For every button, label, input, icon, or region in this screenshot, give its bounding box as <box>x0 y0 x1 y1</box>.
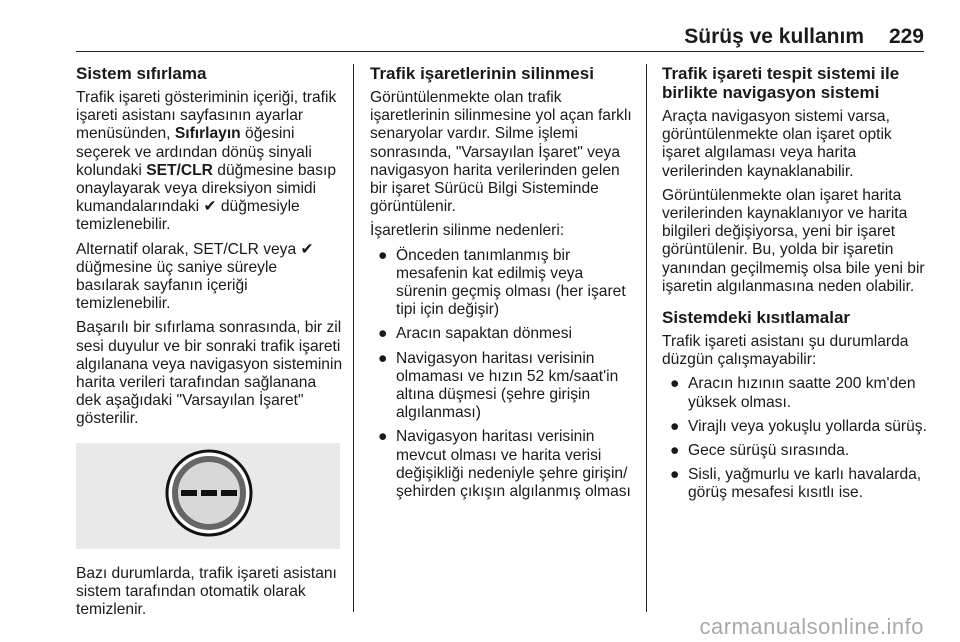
paragraph-default-sign: Başarılı bir sıfırlama sonrasında, bir zil sesi duyulur ve bir sonraki trafik işareti algılanana veya navigasyon sisteminin harita verileri tarafından sağlanana dek aşağıdaki "Varsayılan İşaret" gösterilir. <box>76 319 343 428</box>
list-item <box>370 428 636 501</box>
text-run: Alternatif olarak, SET/CLR veya <box>76 240 301 258</box>
default-sign-illustration <box>76 443 340 549</box>
column-3 <box>662 64 928 509</box>
bullet-icon: ● <box>378 325 388 343</box>
watermark: carmanualsonline.info <box>699 614 924 639</box>
section-heading-limitations: Sistemdeki kısıtlamalar <box>662 308 851 328</box>
column-1 <box>76 64 344 625</box>
list-item <box>662 375 928 411</box>
text-run: öğesini seçerek ve ardından dönüş sinyali kolundaki <box>76 125 312 179</box>
list-item-text: Aracın sapaktan dönmesi <box>396 325 572 343</box>
column-divider-2 <box>646 64 647 612</box>
button-label: SET/CLR <box>146 161 213 179</box>
bullet-icon: ● <box>378 349 388 367</box>
paragraph-alternative <box>76 241 344 314</box>
list-item-text: Navigasyon haritası verisinin mevcut olması ve harita verisi değişikliği nedeniyle şehre girişin/şehirden çıkışın algılanmış olması <box>396 428 631 501</box>
check-icon: ✔ <box>203 198 217 216</box>
paragraph-reset-instructions <box>76 89 344 235</box>
section-heading-navigation: Trafik işareti tespit sistemi ile birlikte navigasyon sistemi <box>662 64 900 102</box>
text-run: Trafik işareti gösteriminin içeriği, trafik işareti asistanı sayfasının ayarlar menüsünden, <box>76 89 337 143</box>
page-number: 229 <box>888 25 924 48</box>
list-item-text: Aracın hızının saatte 200 km'den yüksek olması. <box>688 375 916 411</box>
column-2 <box>370 64 636 507</box>
paragraph-navigation-source: Araçta navigasyon sistemi varsa, görüntülenmekte olan işaret optik işaret algılaması veya harita verilerinden kaynaklanabilir. <box>662 108 892 180</box>
column-divider-1 <box>353 64 354 612</box>
paragraph-limitations-intro: Trafik işareti asistanı şu durumlarda düzgün çalışmayabilir: <box>662 333 909 369</box>
list-item <box>662 442 928 460</box>
section-heading-deletion: Trafik işaretlerinin silinmesi <box>370 64 594 83</box>
section-heading-reset: Sistem sıfırlama <box>76 64 207 83</box>
text-run: düğmesine basıp onaylayarak veya direksiyon simidi kumandalarındaki <box>76 161 337 216</box>
paragraph-deletion-intro: Görüntülenmekte olan trafik işaretlerinin silinmesine yol açan farklı senaryolar vardır. Silme işlemi sonrasında, "Varsayılan İşaret" veya navigasyon harita verilerinden gelen bir işaret Sürücü Bilgi Sisteminde görüntülenir. <box>370 89 632 216</box>
list-item <box>370 247 636 320</box>
check-icon: ✔ <box>300 240 314 258</box>
list-item <box>662 418 928 436</box>
list-item-text: Önceden tanımlanmış bir mesafenin kat edilmiş veya sürenin geçmiş olması (her işaret tipi için değişir) <box>396 246 626 319</box>
bullet-icon: ● <box>378 428 388 446</box>
running-header-title: Sürüş ve kullanım <box>684 25 864 48</box>
list-item-text: Navigasyon haritası verisinin olmaması ve hızın 52 km/saat'in altına düşmesi (şehre girişin algılanması) <box>396 349 619 422</box>
paragraph-navigation-change: Görüntülenmekte olan işaret harita verilerinden kaynaklanıyor ve harita bilgileri değişiyorsa, yeni bir işaret görüntülenir. Bu, yolda bir işaretin yanından geçilmemiş olsa bile yeni bir işaretin algılanmasına neden olabilir. <box>662 186 925 295</box>
paragraph-deletion-reasons: İşaretlerin silinme nedenleri: <box>370 222 565 240</box>
paragraph-auto-clear: Bazı durumlarda, trafik işareti asistanı sistem tarafından otomatik olarak temizlenir. <box>76 564 337 619</box>
limitations-list <box>662 375 928 502</box>
list-item <box>370 325 636 343</box>
list-item-text: Sisli, yağmurlu ve karlı havalarda, görüş mesafesi kısıtlı ise. <box>688 466 922 502</box>
list-item <box>370 350 636 423</box>
list-item-text: Virajlı veya yokuşlu yollarda sürüş. <box>688 417 927 435</box>
bullet-icon: ● <box>670 466 680 484</box>
bullet-icon: ● <box>670 442 680 460</box>
header-rule <box>76 51 924 52</box>
list-item <box>662 466 928 502</box>
menu-item-label: Sıfırlayın <box>174 125 241 143</box>
bullet-icon: ● <box>670 417 680 435</box>
bullet-icon: ● <box>378 246 388 264</box>
bullet-icon: ● <box>670 375 680 393</box>
text-run: düğmesiyle temizlenebilir. <box>76 198 300 234</box>
default-sign-icon <box>163 445 255 545</box>
deletion-reasons-list <box>370 247 636 502</box>
text-run: düğmesine üç saniye süreyle basılarak sayfanın içeriği temizlenebilir. <box>76 258 278 313</box>
list-item-text: Gece sürüşü sırasında. <box>688 442 850 460</box>
